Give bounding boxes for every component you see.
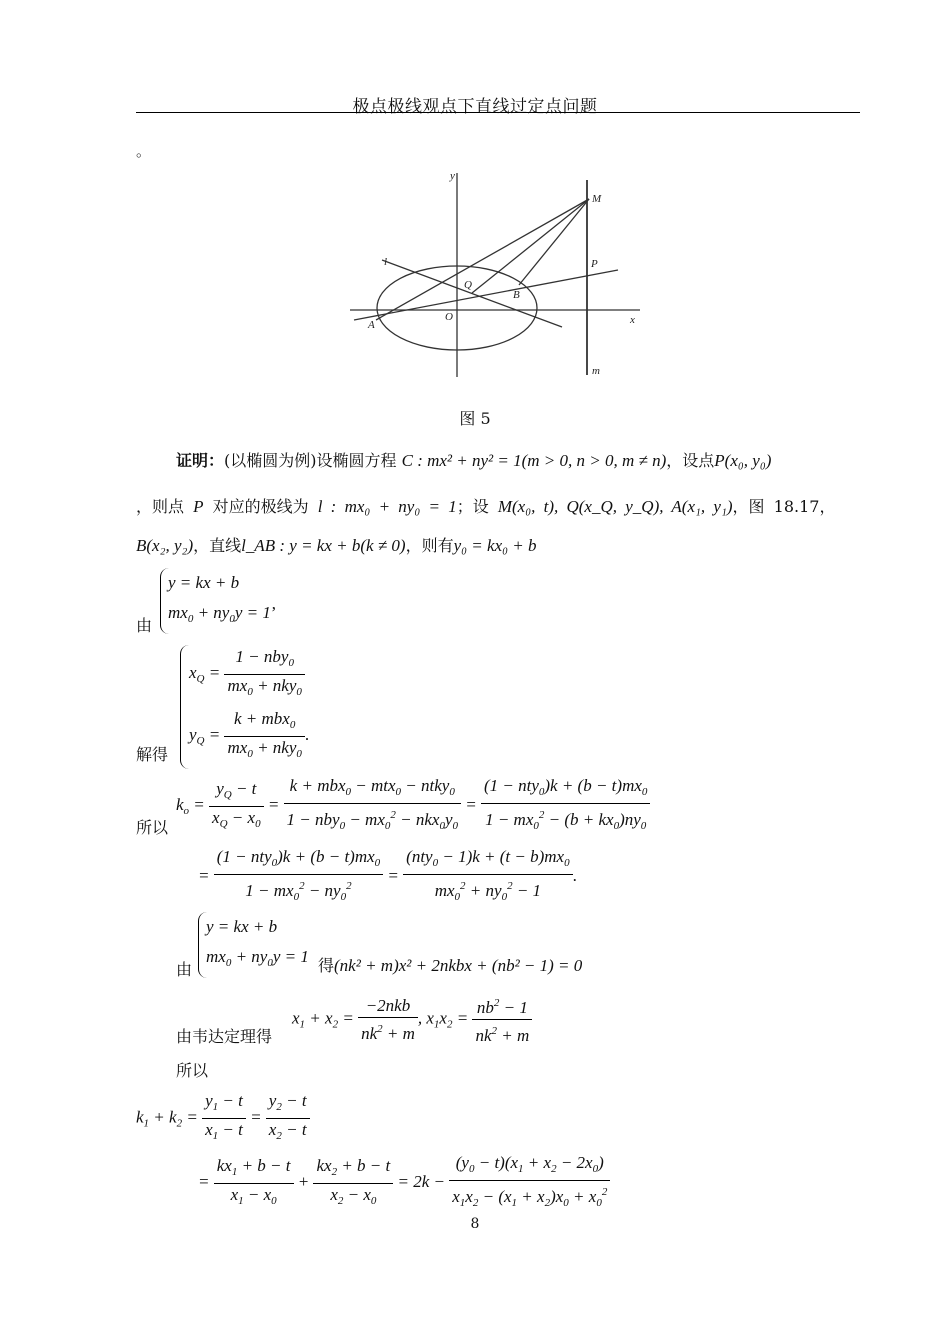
page-header: 极点极线观点下直线过定点问题 <box>352 97 598 117</box>
label-l: l <box>384 256 388 268</box>
system-1: y = kx + b $mx_0 + ny_0y = 1$’ <box>160 568 277 634</box>
proof-text: (以椭圆为例)设椭圆方程 <box>224 451 397 470</box>
label-A: A <box>368 319 375 331</box>
you2-label: 由 <box>176 960 193 979</box>
proof-text: 对应的极线为 <box>212 497 309 516</box>
line-AB <box>354 270 618 320</box>
proof-line-3 <box>136 533 537 556</box>
polar-equation: l : mx₀ + ny₀ = 1 <box>317 497 457 516</box>
system-2: y = kx + b $mx_0 + ny_0y = 1$ <box>198 912 309 978</box>
slope-kQ-expression: $k_o$ = $\frac{y_Q - t}{x_Q - x_0}$ = $\frac{k + mbx_0 - mtx_0 - ntky_0}{1 - nby_0 - mx_0^2 - nkx_0y_0}$ = $\frac{(1 - nty_0)k + (b - t)mx_0}{1 - mx_0^2 - (b + kx_0)ny_0}$ <box>176 775 650 837</box>
point-B: B(x₂, y₂) <box>136 536 194 555</box>
label-x: x <box>630 314 635 326</box>
line-l <box>382 260 562 327</box>
points-def: M(x₀, t), Q(x_Q, y_Q), A(x₁, y₁) <box>497 497 733 516</box>
proof-text: ；设 <box>456 497 489 516</box>
line-MA <box>376 199 589 320</box>
header-rule <box>136 112 860 113</box>
point-P-ref: P <box>193 497 204 516</box>
page-number: 8 <box>470 1216 480 1232</box>
top-mark: 。 <box>136 142 152 160</box>
figure-caption: 图 5 <box>459 409 491 428</box>
solution-system: $x_Q$ = $\frac{1 - nby_0}{mx_0 + nky_0}$ $y_Q$ = $\frac{k + mbx_0}{mx_0 + nky_0}$ . <box>180 645 309 769</box>
label-P: P <box>591 258 598 270</box>
line-MB <box>519 199 589 285</box>
weida-label: 由韦达定理得 <box>176 1027 273 1046</box>
proof-label: 证明： <box>176 451 225 470</box>
proof-text: ，设点 <box>666 451 715 470</box>
k1-plus-k2: $k_1 + k_2$ = $\frac{y_1 - t}{x_1 - t}$ = $\frac{y_2 - t}{x_2 - t}$ <box>136 1090 310 1147</box>
point-P: P(x₀, y₀) <box>714 451 772 470</box>
point-on-line: y₀ = kx₀ + b <box>453 536 537 555</box>
label-y: y <box>450 170 455 182</box>
k1-plus-k2-expanded: = $\frac{kx_1 + b - t}{x_1 - x_0}$ + $\frac{kx_2 + b - t}{x_2 - x_0}$ = 2k − $\frac{(y_0 - t)(x_1 + x_2 - 2x_0)}{x_1x_2 - (x_1 + x_2)x_0 + x_0^2}$ <box>198 1152 610 1214</box>
line-AB-equation: l_AB : y = kx + b(k ≠ 0) <box>241 536 406 555</box>
ellipse-equation: C : mx² + ny² = 1(m > 0, n > 0, m ≠ n) <box>401 451 667 470</box>
label-m: m <box>592 365 600 377</box>
quadratic-equation: (nk² + m)x² + 2nkbx + (nb² − 1) = 0 <box>334 956 583 975</box>
proof-text: ，则点 <box>136 497 185 516</box>
slope-kQ-simplified: = $\frac{(1 - nty_0)k + (b - t)mx_0}{1 - mx_0^2 - ny_0^2}$ = $\frac{(nty_0 - 1)k + (t - b)mx_0}{mx_0^2 + ny_0^2 - 1}$ . <box>198 847 577 903</box>
proof-text: ，直线 <box>193 536 242 555</box>
suoyi2-label: 所以 <box>176 1061 209 1080</box>
vieta-formulas: $x_1 + x_2$ = $\frac{\text{−2nkb}}{nk^2 + m}$ , $x_1x_2$ = $\frac{nb^2 - 1}{nk^2 + m}$ <box>292 992 532 1047</box>
proof-line-1 <box>176 448 771 471</box>
suoyi-label: 所以 <box>136 818 169 837</box>
jiede-label: 解得 <box>136 745 169 764</box>
de-label: 得 <box>318 956 335 975</box>
proof-line-2 <box>136 494 835 517</box>
proof-text: ，则有 <box>405 536 454 555</box>
label-B: B <box>513 289 520 301</box>
label-M: M <box>592 193 602 205</box>
quadratic-line <box>318 953 582 976</box>
figure-ellipse-pole-polar <box>340 165 660 380</box>
proof-text: ，图 18.17， <box>732 497 836 516</box>
label-Q: Q <box>464 279 472 291</box>
you-label: 由 <box>136 616 153 635</box>
label-O: O <box>445 311 453 323</box>
